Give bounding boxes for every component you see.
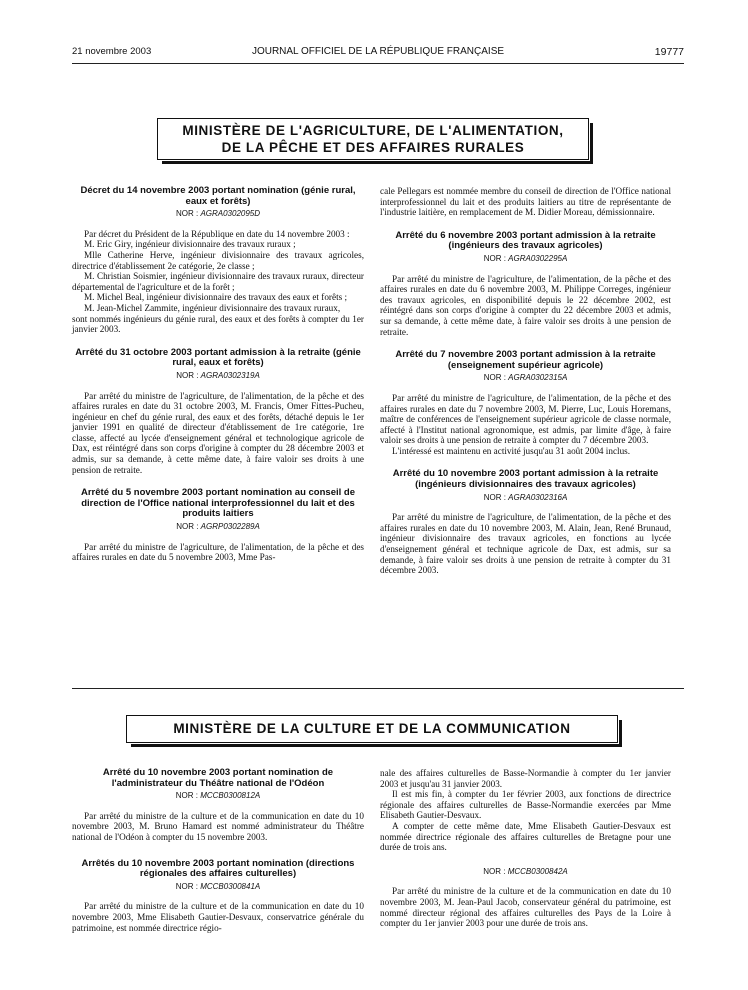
act-paragraph: Par arrêté du ministre de la culture et de la communication en date du 10 novembre 2003, M. Bruno Hamard est nommé administrateur du Théâtre national de l'Odéon à compter du 15 novembre 2003. — [72, 810, 364, 842]
nor-reference — [380, 254, 671, 265]
act-paragraph: M. Eric Giry, ingénieur divisionnaire des travaux ruraux ; — [84, 239, 296, 250]
act-paragraph: Par arrêté du ministre de l'agriculture, de l'alimentation, de la pêche et des affaires rurales en date du 7 novembre 2003, M. Pierre, Luc, Louis Horemans, maître de conférences de l'enseignement supérieur agricole de classe normale, affecté à l'Institut national agronomique, est admis, par limite d'âge, à faire valoir ses droits à une pension de retraite à compter du 7 décembre 2003. — [380, 392, 671, 446]
act — [72, 348, 364, 476]
page-header — [72, 46, 684, 60]
act-paragraph: L'intéressé est maintenu en activité jusqu'au 31 août 2004 inclus. — [392, 445, 631, 456]
nor-label: NOR : — [176, 370, 199, 380]
header-journal-title: JOURNAL OFFICIEL DE LA RÉPUBLIQUE FRANÇAISE — [251, 46, 505, 57]
act-paragraph: Mlle Catherine Herve, ingénieur divisionnaire des travaux agricoles, directrice d'établissement 2e catégorie, 2e classe ; — [72, 249, 364, 271]
act-paragraph: Par décret du Président de la République en date du 14 novembre 2003 : — [84, 228, 350, 239]
act-paragraph: M. Michel Beal, ingénieur divisionnaire des travaux des eaux et forêts ; — [84, 292, 348, 303]
culture-column-left — [72, 768, 364, 933]
nor-code: MCCB0300842A — [507, 866, 568, 876]
ministry-culture-title: MINISTÈRE DE LA CULTURE ET DE LA COMMUNICATION — [173, 721, 571, 736]
act-paragraph: Il est mis fin, à compter du 1er février 2003, aux fonctions de directrice régionale des affaires culturelles de Basse-Normandie exercées par Mme Elisabeth Gautier-Desvaux. — [380, 789, 671, 821]
act-title: Arrêtés du 10 novembre 2003 portant nomination (directions régionales des affaires culturelles) — [81, 857, 355, 880]
nor-reference — [72, 791, 364, 802]
ministry-agriculture-line1: MINISTÈRE DE L'AGRICULTURE, DE L'ALIMENTATION, — [182, 123, 564, 138]
act-paragraph: M. Christian Soismier, ingénieur divisionnaire des travaux ruraux, directeur départemental de l'agriculture et de la forêt ; — [72, 271, 364, 292]
act — [380, 350, 671, 456]
nor-code: MCCB0300841A — [200, 881, 261, 891]
nor-label: NOR : — [483, 492, 506, 502]
nor-code: AGRA0302316A — [508, 492, 568, 502]
act-paragraph: Par arrêté du ministre de l'agriculture, de l'alimentation, de la pêche et des affaires rurales en date du 10 novembre 2003, M. Alain, Jean, René Brunaud, ingénieur divisionnaire des travaux agricoles, en fonctions au lycée d'enseignement général et technique agricole de Dax, est admis, sur sa demande, à faire valoir ses droits à une pension de retraite à compter du 31 décembre 2003. — [380, 512, 671, 576]
act-paragraph: Par arrêté du ministre de l'agriculture, de l'alimentation, de la pêche et des affaires rurales en date du 5 novembre 2003, Mme Pas- — [72, 541, 364, 563]
nor-reference — [72, 209, 364, 220]
act-title: Arrêté du 10 novembre 2003 portant nomination de l'administrateur du Théâtre national de l'Odéon — [102, 767, 334, 789]
nor-code: AGRA0302295A — [508, 253, 568, 263]
nor-label: NOR : — [483, 253, 506, 263]
header-date: 21 novembre 2003 — [72, 46, 152, 57]
agriculture-column-right — [380, 186, 671, 576]
act — [72, 186, 364, 335]
nor-label: NOR : — [483, 866, 506, 876]
nor-code: AGRA0302319A — [200, 370, 260, 380]
nor-label: NOR : — [175, 791, 198, 801]
header-rule — [72, 63, 684, 64]
act-title: Arrêté du 31 octobre 2003 portant admission à la retraite (génie rural, eaux et forêts) — [75, 346, 361, 369]
nor-code: AGRA0302095D — [200, 209, 261, 219]
act-paragraph: sont nommés ingénieurs du génie rural, des eaux et des forêts à compter du 1er janvier 2003. — [72, 313, 364, 335]
act — [72, 859, 364, 934]
nor-label: NOR : — [176, 522, 199, 532]
nor-reference — [380, 867, 671, 878]
act-paragraph: M. Jean-Michel Zammite, ingénieur divisionnaire des travaux ruraux, — [84, 302, 341, 313]
culture-column-right — [380, 768, 671, 929]
ministry-agriculture-line2: DE LA PÊCHE ET DES AFFAIRES RURALES — [221, 140, 525, 155]
act-paragraph: A compter de cette même date, Mme Elisabeth Gautier-Desvaux est nommée directrice régionale des affaires culturelles de Bretagne pour une durée de trois ans. — [380, 820, 671, 853]
nor-label: NOR : — [175, 209, 199, 219]
act-title: Décret du 14 novembre 2003 portant nomination (génie rural, eaux et forêts) — [80, 185, 356, 207]
ministry-culture-heading — [126, 715, 618, 743]
agriculture-column-left — [72, 186, 364, 563]
act-paragraph: Par arrêté du ministre de la culture et de la communication en date du 10 novembre 2003, Mme Elisabeth Gautier-Desvaux, conservatrice générale du patrimoine, est nommée directrice régio- — [72, 901, 364, 933]
section-divider-rule — [72, 688, 684, 689]
act-title: Arrêté du 5 novembre 2003 portant nomination au conseil de direction de l'Office national interprofessionnel du lait et des produits laitiers — [81, 487, 355, 520]
nor-reference — [72, 522, 364, 533]
nor-reference — [72, 371, 364, 382]
nor-reference — [380, 493, 671, 504]
nor-code: AGRA0302315A — [508, 373, 568, 383]
act-title: Arrêté du 7 novembre 2003 portant admission à la retraite (enseignement supérieur agricole) — [395, 349, 656, 371]
act-title: Arrêté du 6 novembre 2003 portant admission à la retraite (ingénieurs des travaux agricoles) — [395, 229, 656, 252]
act-paragraph: Par arrêté du ministre de la culture et de la communication en date du 10 novembre 2003, M. Jean-Paul Jacob, conservateur général du patrimoine, est nommé directeur régional des affaires culturelles des Pays de la Loire à compter du 1er janvier 2003 pour une durée de trois ans. — [380, 886, 671, 929]
act-paragraph: Par arrêté du ministre de l'agriculture, de l'alimentation, de la pêche et des affaires rurales en date du 6 novembre 2003, M. Philippe Correges, ingénieur des travaux agricoles, en disponibilité depuis le 22 décembre 2002, est réintégré dans son corps d'origine à compter du 22 décembre 2003 et admis, sur sa demande, à cette même date, à faire valoir ses droits à une pension de retraite. — [380, 273, 671, 337]
nor-label: NOR : — [483, 373, 506, 383]
act-title: Arrêté du 10 novembre 2003 portant admission à la retraite (ingénieurs divisionnaires des travaux agricoles) — [392, 468, 659, 491]
nor-code: AGRP0302289A — [200, 522, 260, 532]
act — [380, 469, 671, 575]
nor-label: NOR : — [175, 881, 198, 891]
act — [72, 488, 364, 563]
nor-reference — [72, 882, 364, 893]
continued-paragraph: cale Pellegars est nommée membre du conseil de direction de l'Office national interprofessionnel du lait et des produits laitiers au titre de représentante de l'industrie laitière, en remplacement de M. Didier Moreau, démissionnaire. — [380, 186, 671, 218]
act — [380, 231, 671, 337]
nor-reference — [380, 373, 671, 384]
ministry-agriculture-heading — [157, 118, 589, 160]
continued-paragraph: nale des affaires culturelles de Basse-Normandie à compter du 1er janvier 2003 et jusqu'au 31 janvier 2003. — [380, 768, 671, 789]
header-page-number: 19777 — [654, 46, 684, 58]
act — [72, 768, 364, 843]
act-paragraph: Par arrêté du ministre de l'agriculture, de l'alimentation, de la pêche et des affaires rurales en date du 31 octobre 2003, M. Francis, Omer Fittes-Pucheu, ingénieur en chef du génie rural, des eaux et des forêts, détaché depuis le 1er janvier 1991 en qualité de directeur d'établissement de 1re catégorie, 1re classe, affecté au lycée d'enseignement général et technologique agricole de Dax, est réintégré dans son corps d'origine à compter du 28 décembre 2003 et admis, sur sa demande, à cette même date, à faire valoir ses droits à une pension de retraite. — [72, 390, 364, 475]
nor-code: MCCB0300812A — [200, 791, 261, 801]
